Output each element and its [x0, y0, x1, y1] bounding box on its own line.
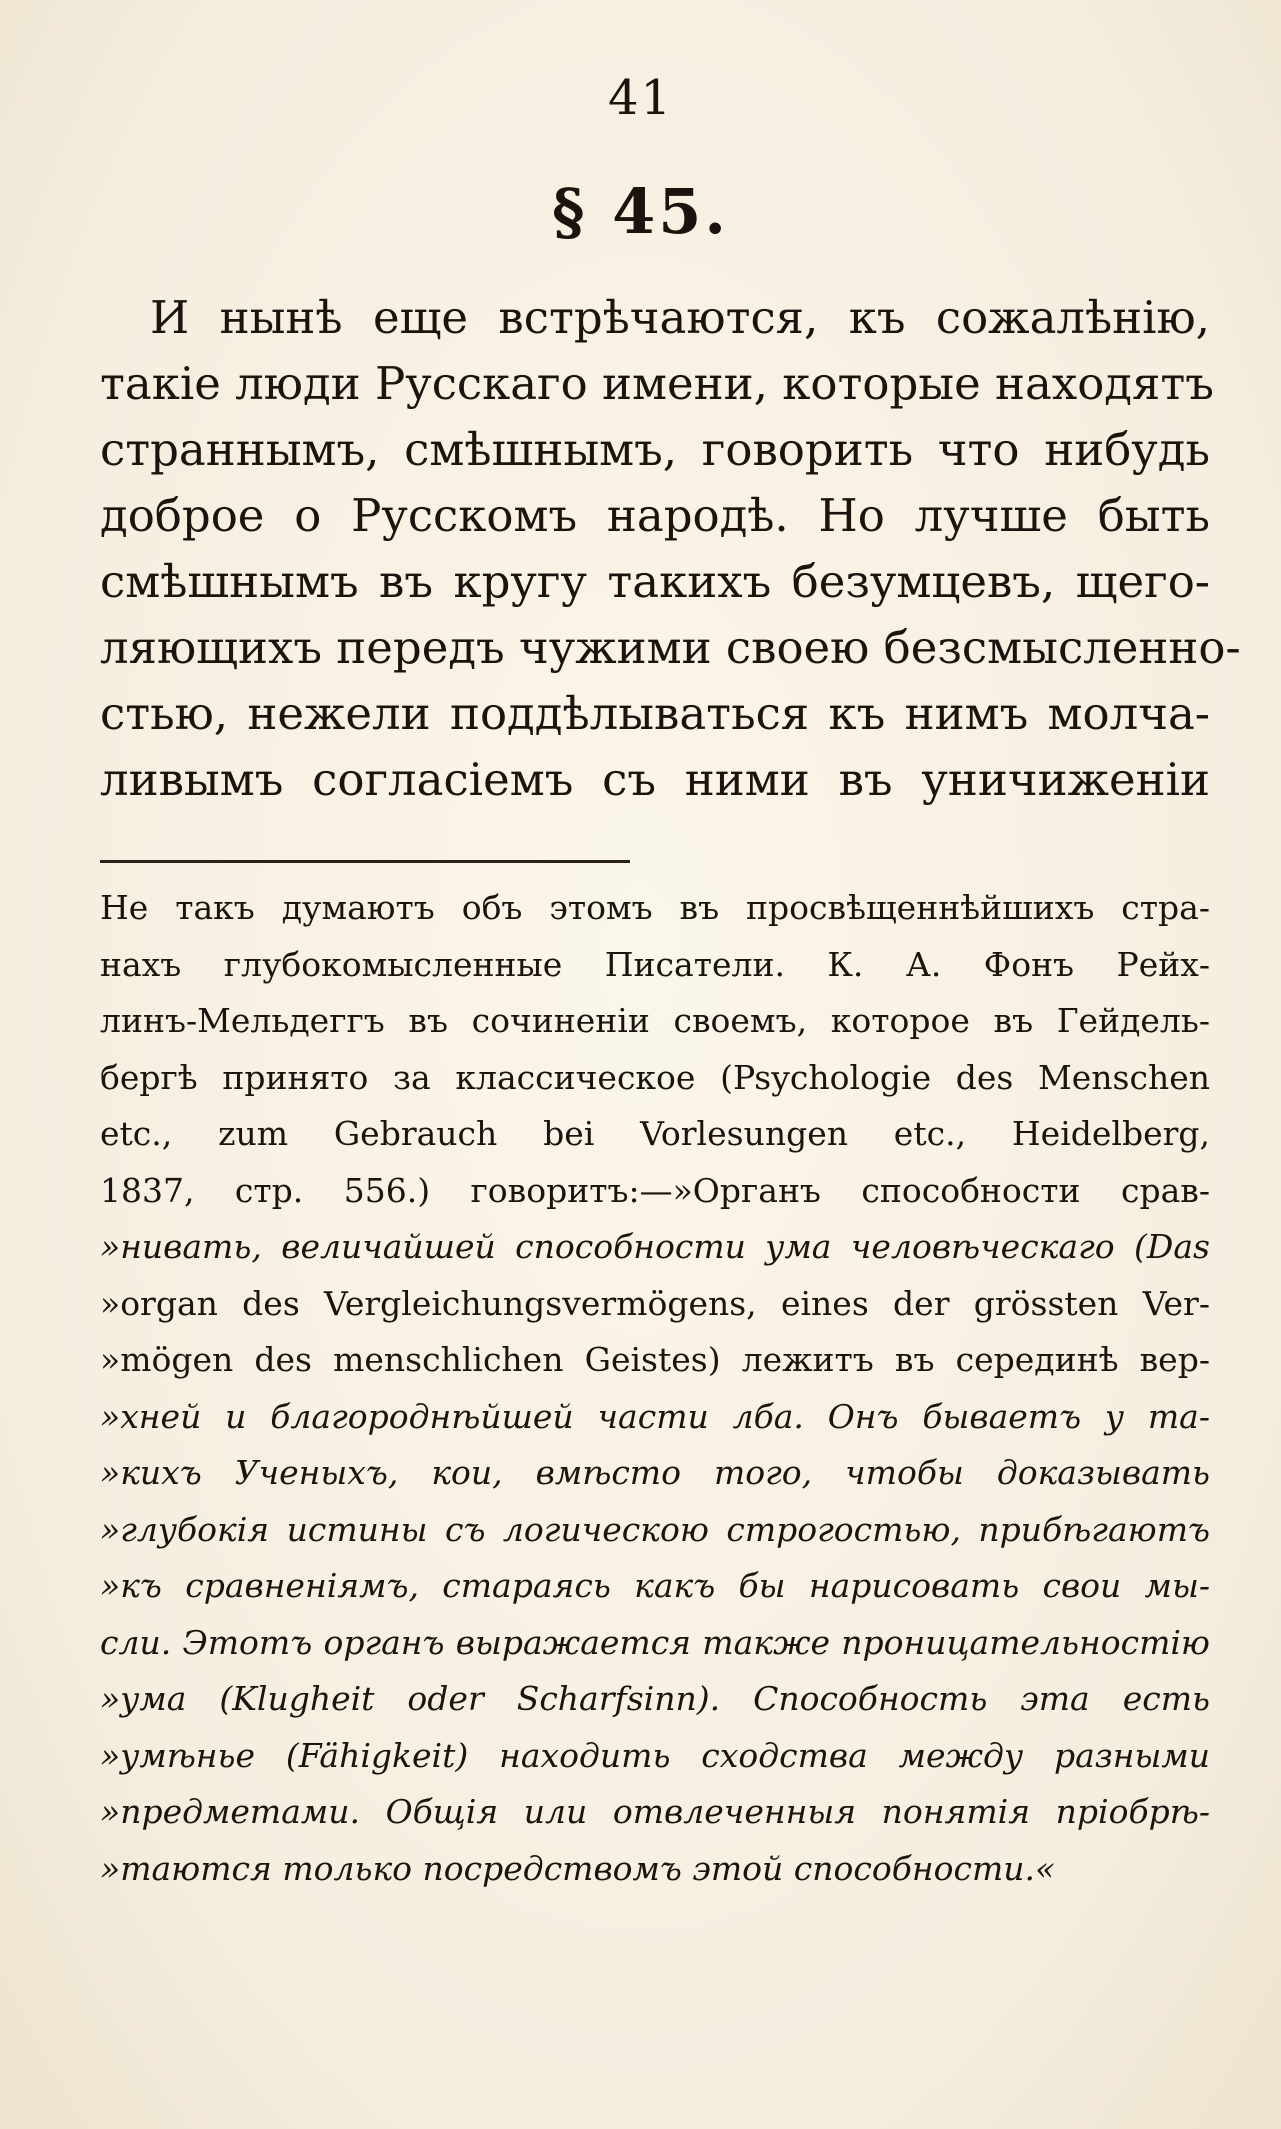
- main-text-line: доброе о Русскомъ народѣ. Но лучше быть: [100, 489, 1210, 542]
- footnote-line: etc., zum Gebrauch bei Vorlesungen etc., Heidelberg,: [100, 1114, 1210, 1153]
- footnote-quote-line: »таются только посредствомъ этой способности.«: [100, 1848, 1056, 1888]
- footnote-quote-line: »умѣнье (Fähigkeit) находить сходства между разными: [100, 1735, 1210, 1775]
- footnote-line: 1837, стр. 556.) говоритъ:—»Органъ способности срав-: [100, 1170, 1210, 1210]
- section-heading: § 45.: [552, 175, 729, 248]
- footnote-line: бергѣ принято за классическое (Psychologie des Menschen: [100, 1057, 1210, 1097]
- footnote-line: линъ-Мельдеггъ въ сочиненіи своемъ, которое въ Гейдель-: [100, 1001, 1210, 1040]
- footnote-line: нахъ глубокомысленные Писатели. К. А. Фонъ Рейх-: [100, 944, 1210, 984]
- main-text-line: И нынѣ еще встрѣчаются, къ сожалѣнію,: [150, 291, 1210, 344]
- main-text-line: ляющихъ передъ чужими своею безсмысленно-: [100, 621, 1241, 674]
- main-text: [100, 285, 1241, 813]
- main-text-line: страннымъ, смѣшнымъ, говорить что нибудь: [100, 423, 1210, 476]
- footnote-quote-line: »хней и благороднѣйшей части лба. Онъ бываетъ у та-: [100, 1396, 1210, 1436]
- main-text-line: смѣшнымъ въ кругу такихъ безумцевъ, щего-: [100, 555, 1210, 608]
- footnote-quote-line: »кихъ Ученыхъ, кои, вмѣсто того, чтобы доказывать: [100, 1453, 1210, 1492]
- footnote-quote-line: сли. Этотъ органъ выражается также проницательностію: [100, 1622, 1210, 1662]
- main-text-line: ливымъ согласіемъ съ ними въ уничиженіи: [100, 753, 1210, 806]
- page-number: 41: [607, 70, 674, 126]
- footnote-quote-line: »organ des Vergleichungsvermögens, eines der grössten Ver-: [100, 1283, 1210, 1323]
- footnote-quote-line: »ума (Klugheit oder Scharfsinn). Способность эта есть: [100, 1679, 1210, 1718]
- footnote: [100, 880, 1210, 1897]
- footnote-divider: [100, 860, 630, 863]
- main-text-line: стью, нежели поддѣлываться къ нимъ молча-: [100, 687, 1210, 740]
- footnote-quote-line: »mögen des menschlichen Geistes) лежитъ въ серединѣ вер-: [100, 1340, 1210, 1379]
- footnote-quote-line: »предметами. Общія или отвлеченныя понятія пріобрѣ-: [100, 1792, 1210, 1831]
- footnote-quote-line: »къ сравненіямъ, стараясь какъ бы нарисовать свои мы-: [100, 1566, 1210, 1605]
- footnote-quote-line: »глубокія истины съ логическою строгостью, прибѣгаютъ: [100, 1509, 1210, 1549]
- footnote-quote-line: »нивать, величайшей способности ума человѣческаго (Das: [100, 1227, 1210, 1266]
- footnote-line: Не такъ думаютъ объ этомъ въ просвѣщеннѣйшихъ стра-: [100, 888, 1210, 927]
- main-text-line: такіе люди Русскаго имени, которые находятъ: [100, 357, 1214, 410]
